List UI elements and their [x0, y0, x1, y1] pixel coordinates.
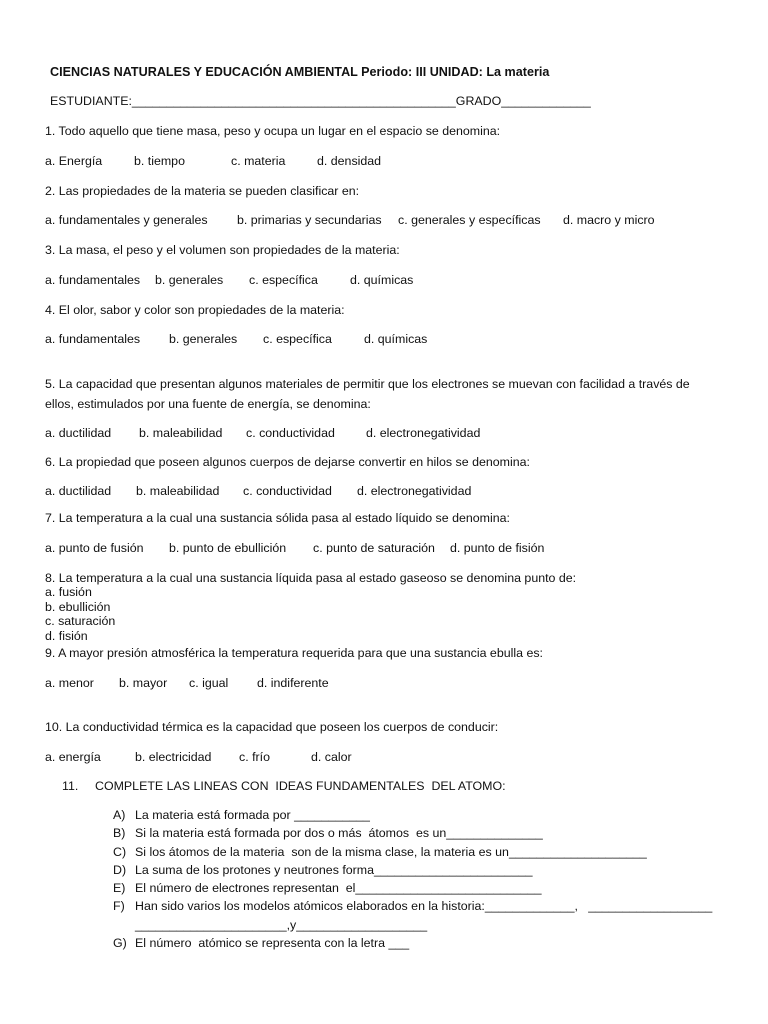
- item-text: El número de electrones representan el___________________________: [135, 881, 542, 896]
- question-11-item-c: [113, 843, 712, 861]
- question-7-option-c: c. punto de saturación: [313, 541, 435, 555]
- question-11-item-d: [113, 861, 712, 879]
- item-text: La suma de los protones y neutrones forma_______________________: [135, 862, 533, 877]
- question-10-option-b: b. electricidad: [135, 750, 212, 764]
- question-8-option-c: c. saturación: [45, 614, 116, 628]
- question-3-option-a: a. fundamentales: [45, 273, 141, 287]
- question-7-option-b: b. punto de ebullición: [169, 541, 287, 555]
- question-11-item-f: [113, 897, 712, 915]
- question-5-option-b: b. maleabilidad: [139, 426, 223, 440]
- question-11-item-a: [113, 806, 712, 824]
- question-6-option-c: c. conductividad: [243, 484, 332, 498]
- question-10-option-c: c. frío: [239, 750, 270, 764]
- item-label: A): [113, 808, 126, 822]
- question-5-option-a: a. ductilidad: [45, 426, 112, 440]
- question-11-item-e: [113, 879, 712, 897]
- question-5-option-c: c. conductividad: [246, 426, 335, 440]
- item-text: ______________________,y___________________: [135, 917, 428, 932]
- question-10-option-a: a. energía: [45, 750, 101, 764]
- item-text: Si los átomos de la materia son de la misma clase, la materia es un____________________: [135, 844, 647, 859]
- question-3-text: 3. La masa, el peso y el volumen son propiedades de la materia:: [45, 243, 400, 257]
- question-11-item-f-continuation: [113, 916, 712, 934]
- question-10-option-d: d. calor: [311, 750, 352, 764]
- question-6-text: 6. La propiedad que poseen algunos cuerpos de dejarse convertir en hilos se denomina:: [45, 455, 530, 469]
- question-4-text: 4. El olor, sabor y color son propiedades de la materia:: [45, 303, 345, 317]
- question-3-option-c: c. específica: [249, 273, 318, 287]
- item-label: G): [113, 936, 127, 951]
- question-1-option-b: b. tiempo: [134, 154, 185, 168]
- question-7-option-a: a. punto de fusión: [45, 541, 144, 555]
- item-text: Si la materia está formada por dos o más átomos es un______________: [135, 826, 543, 841]
- question-11-item-g: [113, 934, 712, 952]
- worksheet-title: CIENCIAS NATURALES Y EDUCACIÓN AMBIENTAL Periodo: III UNIDAD: La materia: [50, 65, 550, 79]
- question-3-option-d: d. químicas: [350, 273, 414, 287]
- question-10-text: 10. La conductividad térmica es la capacidad que poseen los cuerpos de conducir:: [45, 720, 499, 734]
- question-11-item-b: [113, 824, 712, 842]
- item-text: La materia está formada por ___________: [135, 808, 370, 822]
- question-8-text: 8. La temperatura a la cual una sustancia líquida pasa al estado gaseoso se denomina punto de:: [45, 571, 577, 585]
- question-9-option-b: b. mayor: [119, 676, 168, 690]
- question-4-option-b: b. generales: [169, 332, 238, 346]
- item-label: E): [113, 881, 126, 896]
- question-11-items: [113, 806, 712, 952]
- question-2-text: 2. Las propiedades de la materia se pueden clasificar en:: [45, 184, 360, 198]
- item-label: B): [113, 826, 126, 841]
- question-11-number: 11.: [62, 779, 79, 793]
- question-4-option-a: a. fundamentales: [45, 332, 141, 346]
- question-9-option-d: d. indiferente: [257, 676, 329, 690]
- item-text: Han sido varios los modelos atómicos elaborados en la historia:_____________, __________________: [135, 899, 713, 914]
- item-label: C): [113, 844, 127, 859]
- question-8-option-b: b. ebullición: [45, 599, 111, 614]
- question-5-option-d: d. electronegatividad: [366, 426, 481, 440]
- question-6-option-a: a. ductilidad: [45, 484, 112, 498]
- question-2-option-c: c. generales y específicas: [398, 213, 541, 227]
- question-9-text: 9. A mayor presión atmosférica la temperatura requerida para que una sustancia ebulla es:: [45, 646, 543, 660]
- question-9-option-c: c. igual: [189, 676, 229, 690]
- question-6-option-d: d. electronegatividad: [357, 484, 472, 498]
- question-3-option-b: b. generales: [155, 273, 224, 287]
- question-2-option-b: b. primarias y secundarias: [237, 213, 382, 227]
- item-label: [113, 916, 135, 934]
- question-2-option-a: a. fundamentales y generales: [45, 213, 208, 227]
- question-5-text-line-1: 5. La capacidad que presentan algunos materiales de permitir que los electrones se muevan con facilidad a través de: [45, 377, 690, 391]
- question-2-option-d: d. macro y micro: [563, 213, 655, 227]
- question-1-text: 1. Todo aquello que tiene masa, peso y ocupa un lugar en el espacio se denomina:: [45, 124, 501, 138]
- question-5-text-line-2: ellos, estimulados por una fuente de energía, se denomina:: [45, 397, 371, 411]
- item-label: F): [113, 899, 125, 914]
- item-label: D): [113, 862, 127, 877]
- question-6-option-b: b. maleabilidad: [136, 484, 220, 498]
- question-4-option-d: d. químicas: [364, 332, 428, 346]
- question-11-heading: [62, 779, 506, 793]
- question-1-option-a: a. Energía: [45, 154, 103, 168]
- student-grade-line: ESTUDIANTE:_______________________________________________GRADO_____________: [50, 94, 591, 108]
- question-7-text: 7. La temperatura a la cual una sustancia sólida pasa al estado líquido se denomina:: [45, 511, 510, 525]
- question-9-option-a: a. menor: [45, 676, 94, 690]
- question-8-option-d: d. fisión: [45, 628, 88, 643]
- item-text: El número atómico se representa con la letra ___: [135, 936, 410, 951]
- question-8-options: [45, 585, 115, 643]
- question-4-option-c: c. específica: [263, 332, 332, 346]
- question-7-option-d: d. punto de fisión: [450, 541, 545, 555]
- question-11-text: COMPLETE LAS LINEAS CON IDEAS FUNDAMENTALES DEL ATOMO:: [95, 779, 506, 793]
- question-1-option-d: d. densidad: [317, 154, 382, 168]
- question-8-option-a: a. fusión: [45, 585, 92, 599]
- question-1-option-c: c. materia: [231, 154, 286, 168]
